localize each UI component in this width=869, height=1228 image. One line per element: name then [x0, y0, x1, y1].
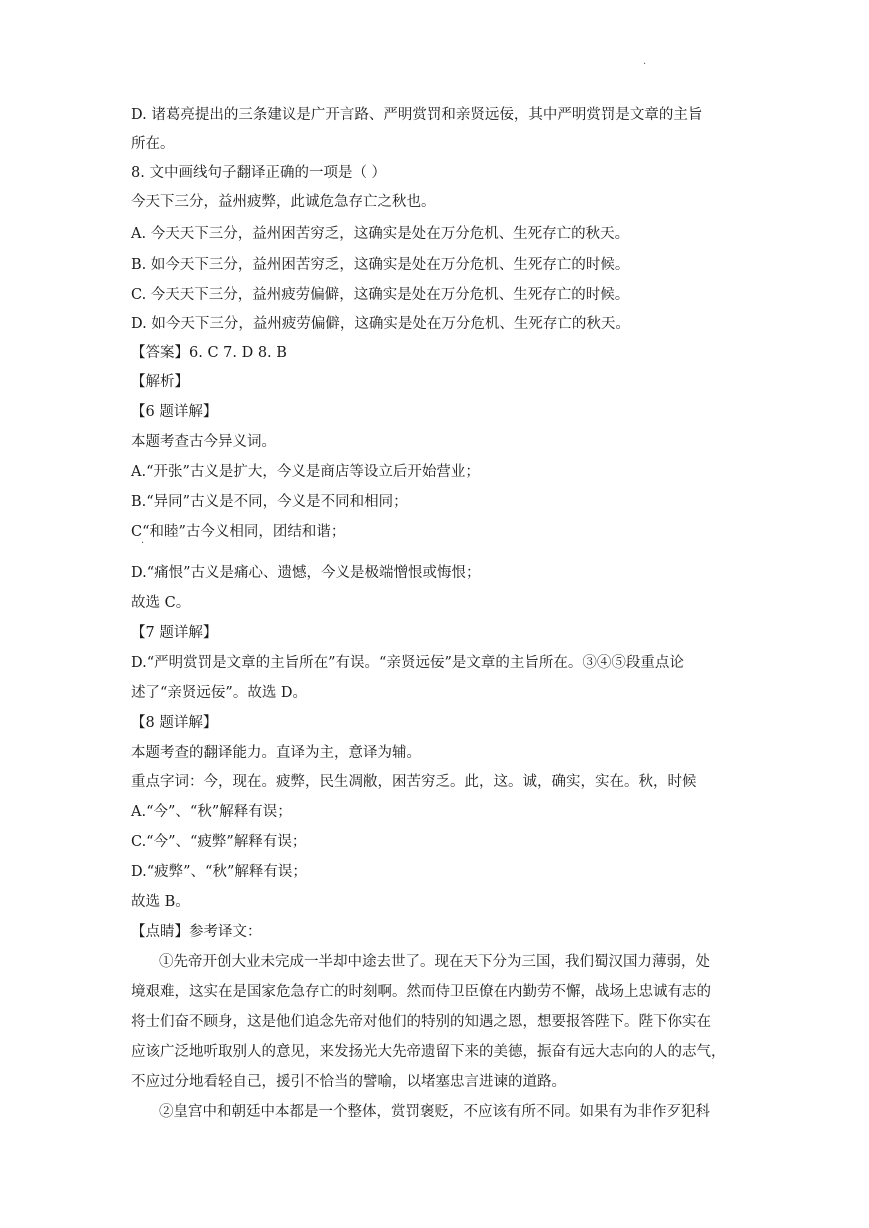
q8-d: D.“疲弊”、“秋”解释有误；	[131, 864, 307, 880]
source-sentence: 今天下三分，益州疲弊，此诚危急存亡之秋也。	[131, 194, 436, 210]
analysis-heading: 【解析】	[131, 374, 189, 390]
translation-p1-line4: 应该广泛地听取别人的意见，来发扬光大先帝遗留下来的美德，振奋有远大志向的人的志气，	[131, 1044, 726, 1060]
q8-c: C.“今”、“疲弊”解释有误；	[131, 834, 307, 850]
option-b: B. 如今天下三分，益州困苦穷乏，这确实是处在万分危机、生死存亡的时候。	[131, 257, 630, 273]
option-d-statement-line1: D. 诸葛亮提出的三条建议是广开言路、严明赏罚和亲贤远佞，其中严明赏罚是文章的主旨	[131, 107, 703, 123]
q8-intro: 本题考查的翻译能力。直译为主，意译为辅。	[131, 745, 421, 761]
q8-conclusion: 故选 B。	[131, 894, 190, 910]
translation-p1-line3: 将士们奋不顾身，这是他们追念先帝对他们的特别的知遇之恩，想要报答陛下。陛下你实在	[131, 1014, 711, 1030]
q6-b: B.“异同”古义是不同，今义是不同和相同；	[131, 494, 408, 510]
q6-conclusion: 故选 C。	[131, 595, 191, 611]
translation-p1-line5: 不应过分地看轻自己，援引不恰当的譬喻，以堵塞忠言进谏的道路。	[131, 1074, 566, 1090]
top-mark: .	[643, 56, 647, 67]
q7-line1: D.“严明赏罚是文章的主旨所在”有误。“亲贤远佞”是文章的主旨所在。③④⑤段重点论	[131, 655, 684, 671]
stray-dot: ·	[141, 538, 145, 549]
q6-heading: 【6 题详解】	[131, 404, 218, 420]
answer-line: 【答案】6. C 7. D 8. B	[131, 345, 287, 361]
q6-intro: 本题考查古今异义词。	[131, 434, 276, 450]
translation-p1-line2: 境艰难，这实在是国家危急存亡的时刻啊。然而侍卫臣僚在内勤劳不懈，战场上忠诚有志的	[131, 984, 711, 1000]
option-d: D. 如今天下三分，益州疲劳偏僻，这确实是处在万分危机、生死存亡的秋天。	[131, 316, 630, 332]
translation-p2-line1: ②皇宫中和朝廷中本都是一个整体，赏罚褒贬，不应该有所不同。如果有为非作歹犯科	[159, 1104, 710, 1120]
q8-heading: 【8 题详解】	[131, 715, 218, 731]
question-8: 8. 文中画线句子翻译正确的一项是（ ）	[131, 165, 387, 181]
option-d-statement-line2: 所在。	[131, 136, 175, 152]
q6-d: D.“痛恨”古义是痛心、遗憾，今义是极端憎恨或悔恨；	[131, 565, 481, 581]
option-a: A. 今天天下三分，益州困苦穷乏，这确实是处在万分危机、生死存亡的秋天。	[131, 226, 630, 242]
commentary-heading: 【点睛】参考译文：	[131, 924, 262, 940]
q7-line2: 述了“亲贤远佞”。故选 D。	[131, 685, 308, 701]
q6-c: C“和睦”古今义相同，团结和谐；	[131, 524, 346, 540]
q7-heading: 【7 题详解】	[131, 625, 218, 641]
translation-p1-line1: ①先帝开创大业未完成一半却中途去世了。现在天下分为三国，我们蜀汉国力薄弱，处	[159, 954, 710, 970]
q8-a: A.“今”、“秋”解释有误；	[131, 804, 292, 820]
q8-keywords: 重点字词：今，现在。疲弊，民生凋敝，困苦穷乏。此，这。诚，确实，实在。秋，时候	[131, 774, 697, 790]
q6-a: A.“开张”古义是扩大，今义是商店等设立后开始营业；	[131, 464, 480, 480]
option-c: C. 今天天下三分，益州疲劳偏僻，这确实是处在万分危机、生死存亡的时候。	[131, 287, 630, 303]
